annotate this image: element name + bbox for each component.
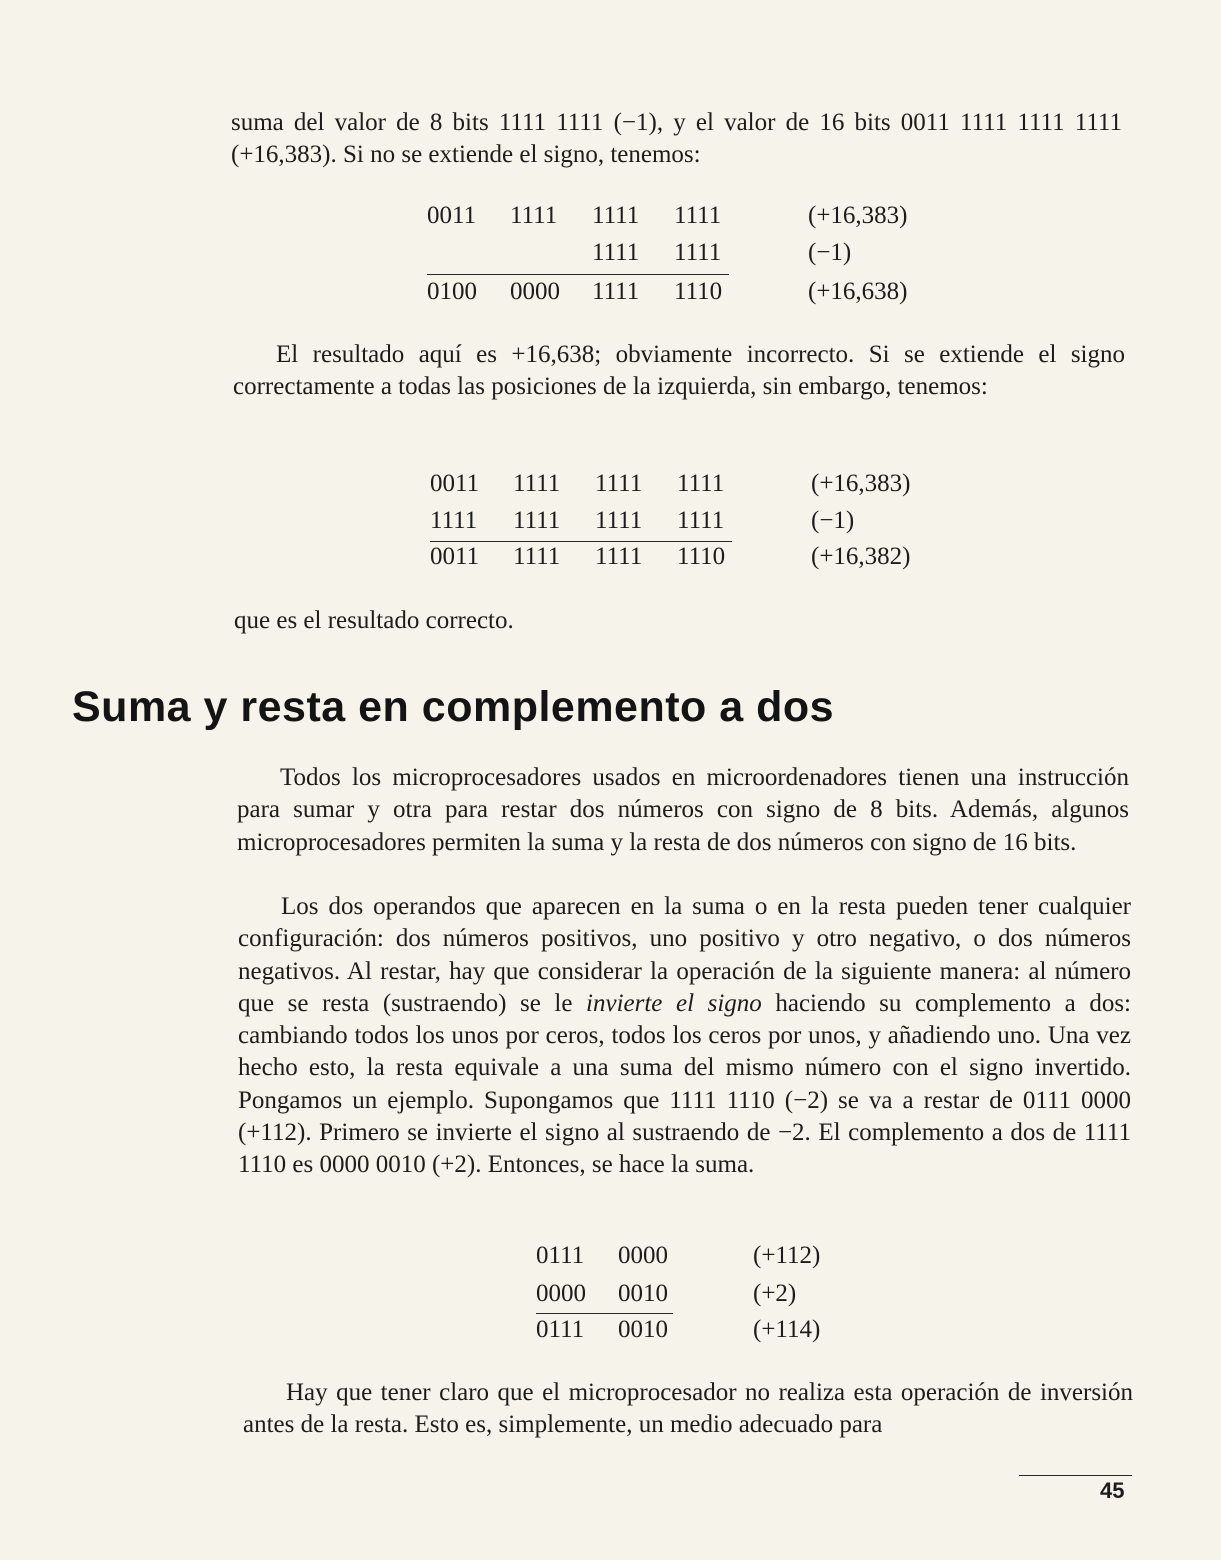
- decimal-value: (+112): [753, 1242, 821, 1269]
- nibble: 1111: [513, 543, 561, 570]
- nibble: 0000: [536, 1280, 586, 1307]
- nibble: 1111: [674, 239, 722, 266]
- decimal-value: (+16,638): [808, 278, 908, 305]
- nibble: 1111: [595, 470, 643, 497]
- nibble: 0111: [536, 1242, 585, 1269]
- calculation-subtraction-example: [536, 1238, 856, 1350]
- nibble: 1111: [595, 543, 643, 570]
- nibble: 1111: [592, 239, 640, 266]
- nibble: 1111: [592, 278, 640, 305]
- nibble: 0010: [618, 1280, 668, 1307]
- paragraph-inversion-note: Hay que tener claro que el microprocesador no realiza esta operación de inversión antes de la resta. Esto es, simplemente, un medio adecuado para: [243, 1379, 1133, 1439]
- nibble: 1111: [592, 202, 640, 229]
- nibble: 0100: [427, 278, 477, 305]
- calculation-extended: [430, 466, 950, 578]
- nibble: 1111: [677, 507, 725, 534]
- decimal-value: (−1): [808, 239, 852, 266]
- decimal-value: (+16,383): [808, 202, 908, 229]
- nibble: 1111: [513, 470, 561, 497]
- nibble: 0011: [427, 202, 477, 229]
- nibble: 0000: [618, 1242, 668, 1269]
- footer-rule: [1019, 1475, 1132, 1476]
- nibble: 0011: [430, 543, 480, 570]
- paragraph-text: haciendo su complemento a dos: cambiando todos los unos por ceros, todos los ceros por unos, y añadiendo uno. Una vez hecho esto, la resta equivale a una suma del mismo número con el signo invertido. Pongamos un ejemplo. Supongamos que 1111 1110 (−2) se va a restar de 0111 0000 (+112). Primero se invierte el signo al sustraendo de −2. El complemento a dos de 1111 1110 es 0000 0010 (+2). Entonces, se hace la suma.: [238, 989, 1131, 1179]
- paragraph-correct: que es el resultado correcto.: [234, 607, 514, 634]
- paragraph-text: Los dos operandos que aparecen en la suma o en la resta pueden tener cualquier configuración: dos números positivos, uno positivo y otro negativo, o dos números negativos. Al restar, hay que considerar la operación de la siguiente manera: al número que se resta (sustraendo) se le: [238, 893, 1131, 1017]
- calculation-unextended: [427, 198, 947, 310]
- nibble: 1111: [430, 507, 478, 534]
- nibble: 0011: [430, 470, 480, 497]
- nibble: 0111: [536, 1316, 585, 1343]
- nibble: 1111: [510, 202, 558, 229]
- section-heading: Suma y resta en complemento a dos: [72, 683, 835, 731]
- nibble: 1110: [674, 278, 723, 305]
- emphasis-text: invierte el signo: [586, 989, 762, 1017]
- nibble: 1110: [677, 543, 726, 570]
- paragraph-operands: [238, 891, 1131, 1182]
- nibble: 1111: [674, 202, 722, 229]
- nibble: 1111: [677, 470, 725, 497]
- paragraph-intro: suma del valor de 8 bits 1111 1111 (−1), y el valor de 16 bits 0011 1111 1111 1111 (+16,383). Si no se extiende el signo, tenemos:: [231, 109, 1122, 169]
- nibble: 0010: [618, 1316, 668, 1343]
- paragraph-result: El resultado aquí es +16,638; obviamente incorrecto. Si se extiende el signo correctamente a todas las posiciones de la izquierda, sin embargo, tenemos:: [233, 341, 1125, 401]
- nibble: 1111: [595, 507, 643, 534]
- decimal-value: (−1): [811, 507, 855, 534]
- decimal-value: (+16,383): [811, 470, 911, 497]
- nibble: 1111: [513, 507, 561, 534]
- decimal-value: (+16,382): [811, 543, 911, 570]
- page-number: 45: [1100, 1478, 1125, 1503]
- paragraph-microprocessors: Todos los microprocesadores usados en microordenadores tienen una instrucción para sumar y otra para restar dos números con signo de 8 bits. Además, algunos microprocesadores permiten la suma y la resta de dos números con signo de 16 bits.: [237, 764, 1129, 856]
- decimal-value: (+2): [753, 1280, 797, 1307]
- decimal-value: (+114): [753, 1316, 821, 1343]
- nibble: 0000: [510, 278, 560, 305]
